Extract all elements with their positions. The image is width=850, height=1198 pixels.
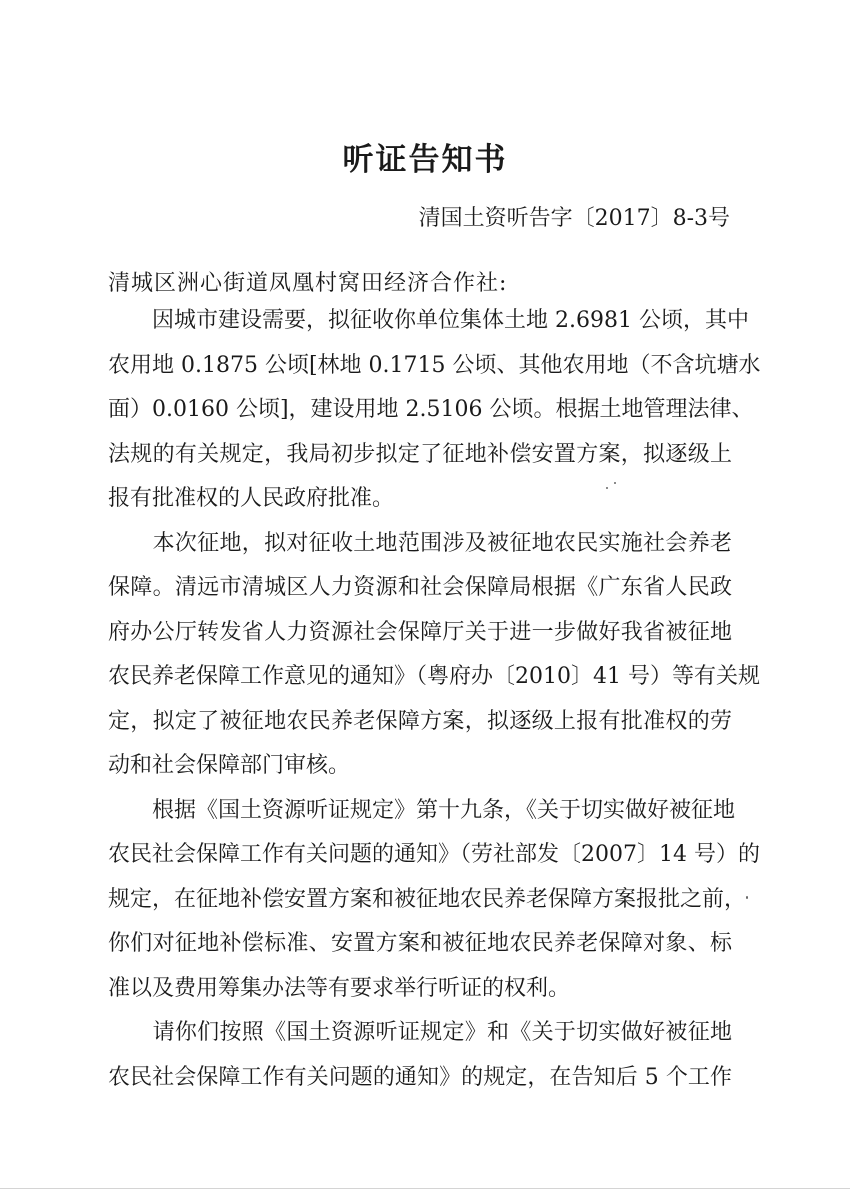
paragraph-line: 本次征地，拟对征收土地范围涉及被征地农民实施社会养老 [108,530,732,556]
paragraph-line: 府办公厅转发省人力资源社会保障厅关于进一步做好我省被征地 [108,619,732,645]
document-title: 听证告知书 [342,142,508,178]
paragraph-line: 农民社会保障工作有关问题的通知》（劳社部发〔2007〕14 号）的 [108,842,760,867]
paragraph-line: 根据《国土资源听证规定》第十九条，《关于切实做好被征地 [108,797,736,823]
paragraph-1 [108,299,761,522]
paragraph-4 [108,1011,732,1100]
paragraph-line: 因城市建设需要，拟征收你单位集体土地 2.6981 公顷，其中 [108,308,749,333]
scan-speck [746,896,748,899]
paragraph-line: 规定，在征地补偿安置方案和被征地农民养老保障方案报批之前， [108,886,747,912]
paragraph-2 [108,522,760,789]
scan-edge-line [0,1188,850,1189]
scan-speck [606,487,608,489]
paragraph-line: 报有批准权的人民政府批准。 [108,486,395,511]
paragraph-3 [108,789,760,1012]
document-body [108,299,761,1100]
addressee: 清城区洲心街道凤凰村窝田经济合作社: [108,271,508,296]
document-number: 清国土资听告字〔2017〕8-3号 [418,206,730,231]
paragraph-line: 法规的有关规定，我局初步拟定了征地补偿安置方案，拟逐级上 [108,441,732,467]
paragraph-line: 农民养老保障工作意见的通知》（粤府办〔2010〕41 号）等有关规 [108,664,760,689]
paragraph-line: 定，拟定了被征地农民养老保障方案，拟逐级上报有批准权的劳 [108,708,732,734]
paragraph-line: 准以及费用筹集办法等有要求举行听证的权利。 [108,975,571,1001]
scan-speck [614,482,616,484]
paragraph-line: 保障。清远市清城区人力资源和社会保障局根据《广东省人民政 [108,575,732,600]
paragraph-line: 你们对征地补偿标准、安置方案和被征地农民养老保障对象、标 [108,931,732,956]
paragraph-line: 请你们按照《国土资源听证规定》和《关于切实做好被征地 [108,1020,732,1045]
paragraph-line: 农用地 0.1875 公顷[林地 0.1715 公顷、其他农用地（不含坑塘水 [108,352,761,378]
paragraph-line: 农民社会保障工作有关问题的通知》的规定，在告知后 5 个工作 [108,1064,732,1090]
paragraph-line: 面）0.0160 公顷]，建设用地 2.5106 公顷。根据土地管理法律、 [108,397,754,422]
paragraph-line: 动和社会保障部门审核。 [108,753,351,778]
